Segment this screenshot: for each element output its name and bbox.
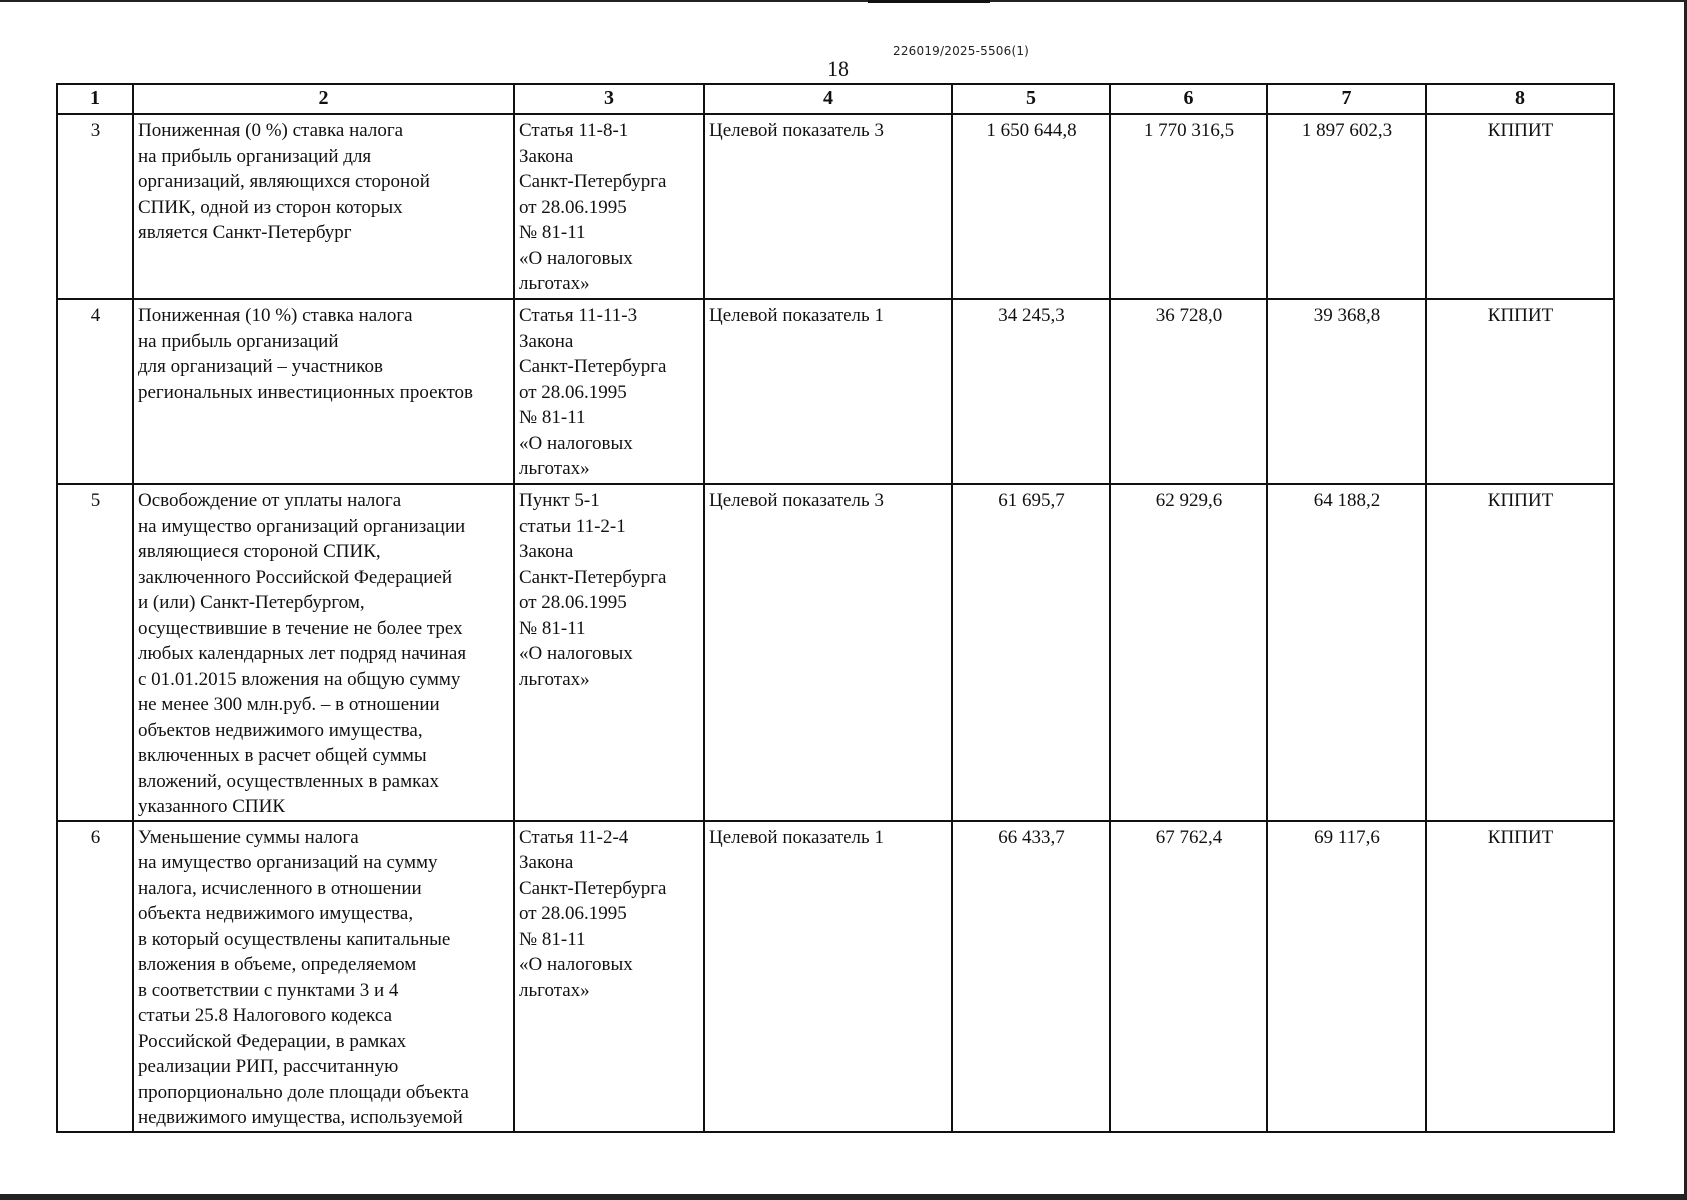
- row-number: 5: [57, 484, 133, 821]
- column-header-8: 8: [1426, 84, 1614, 114]
- page-top-border: [0, 0, 1687, 2]
- curator-code: КППИТ: [1426, 821, 1614, 1132]
- value-col-5: 34 245,3: [952, 299, 1110, 484]
- target-indicator: Целевой показатель 3: [704, 114, 952, 299]
- target-indicator: Целевой показатель 1: [704, 821, 952, 1132]
- column-header-4: 4: [704, 84, 952, 114]
- column-header-1: 1: [57, 84, 133, 114]
- curator-code: КППИТ: [1426, 114, 1614, 299]
- legal-basis: Статья 11-11-3 Закона Санкт-Петербурга от 28.06.1995 № 81-11 «О налоговых льготах»: [519, 305, 667, 479]
- column-header-5: 5: [952, 84, 1110, 114]
- value-col-6: 1 770 316,5: [1110, 114, 1267, 299]
- scan-top-mark: [868, 0, 990, 3]
- value-col-6: 62 929,6: [1110, 484, 1267, 821]
- value-col-7: 1 897 602,3: [1267, 114, 1426, 299]
- page-number: 18: [827, 56, 849, 81]
- benefit-description: Пониженная (10 %) ставка налога на прибыль организаций для организаций – участников региональных инвестиционных проектов: [138, 305, 474, 403]
- value-col-5: 61 695,7: [952, 484, 1110, 821]
- page-bottom-border: [0, 1194, 1687, 1200]
- value-col-5: 1 650 644,8: [952, 114, 1110, 299]
- benefit-description: Уменьшение суммы налога на имущество организаций на сумму налога, исчисленного в отношении объекта недвижимого имущества, в который осуществлены капитальные вложения в объеме, определяемом в соответствии с пунктами 3 и 4 статьи 25.8 Налогового кодекса Российской Федерации, в рамках реализации РИП, рассчитанную пропорционально доле площади объекта недвижимого имущества, используемой: [138, 826, 469, 1128]
- legal-basis: Статья 11-2-4 Закона Санкт-Петербурга от 28.06.1995 № 81-11 «О налоговых льготах»: [519, 826, 667, 1001]
- column-header-7: 7: [1267, 84, 1426, 114]
- benefit-description: Освобождение от уплаты налога на имущество организаций организации являющиеся стороной СПИК, заключенного Российской Федерацией и (или) Санкт-Петербургом, осуществившие в течение не более трех любых календарных лет подряд начиная с 01.01.2015 вложения на общую сумму не менее 300 млн.руб. – в отношении объектов недвижимого имущества, включенных в расчет общей суммы вложений, осуществленных в рамках указанного СПИК: [138, 490, 467, 817]
- curator-code: КППИТ: [1426, 484, 1614, 821]
- column-header-3: 3: [514, 84, 704, 114]
- target-indicator: Целевой показатель 3: [704, 484, 952, 821]
- row-number: 6: [57, 821, 133, 1132]
- table-row: [57, 299, 1614, 484]
- value-col-7: 39 368,8: [1267, 299, 1426, 484]
- benefit-description: Пониженная (0 %) ставка налога на прибыль организаций для организаций, являющихся стороной СПИК, одной из сторон которых является Санкт-Петербург: [138, 120, 430, 243]
- table-row: [57, 484, 1614, 821]
- legal-basis: Статья 11-8-1 Закона Санкт-Петербурга от 28.06.1995 № 81-11 «О налоговых льготах»: [519, 120, 667, 294]
- table-row: [57, 114, 1614, 299]
- target-indicator: Целевой показатель 1: [704, 299, 952, 484]
- value-col-6: 36 728,0: [1110, 299, 1267, 484]
- document-id: 226019/2025-5506(1): [893, 44, 1030, 58]
- value-col-7: 69 117,6: [1267, 821, 1426, 1132]
- table-row: [57, 821, 1614, 1132]
- table-header-row: [57, 84, 1614, 114]
- legal-basis: Пункт 5-1 статьи 11-2-1 Закона Санкт-Петербурга от 28.06.1995 № 81-11 «О налоговых льготах»: [519, 490, 667, 690]
- value-col-5: 66 433,7: [952, 821, 1110, 1132]
- value-col-7: 64 188,2: [1267, 484, 1426, 821]
- row-number: 3: [57, 114, 133, 299]
- column-header-2: 2: [133, 84, 514, 114]
- column-header-6: 6: [1110, 84, 1267, 114]
- tax-benefits-table: [56, 83, 1615, 1133]
- value-col-6: 67 762,4: [1110, 821, 1267, 1132]
- row-number: 4: [57, 299, 133, 484]
- curator-code: КППИТ: [1426, 299, 1614, 484]
